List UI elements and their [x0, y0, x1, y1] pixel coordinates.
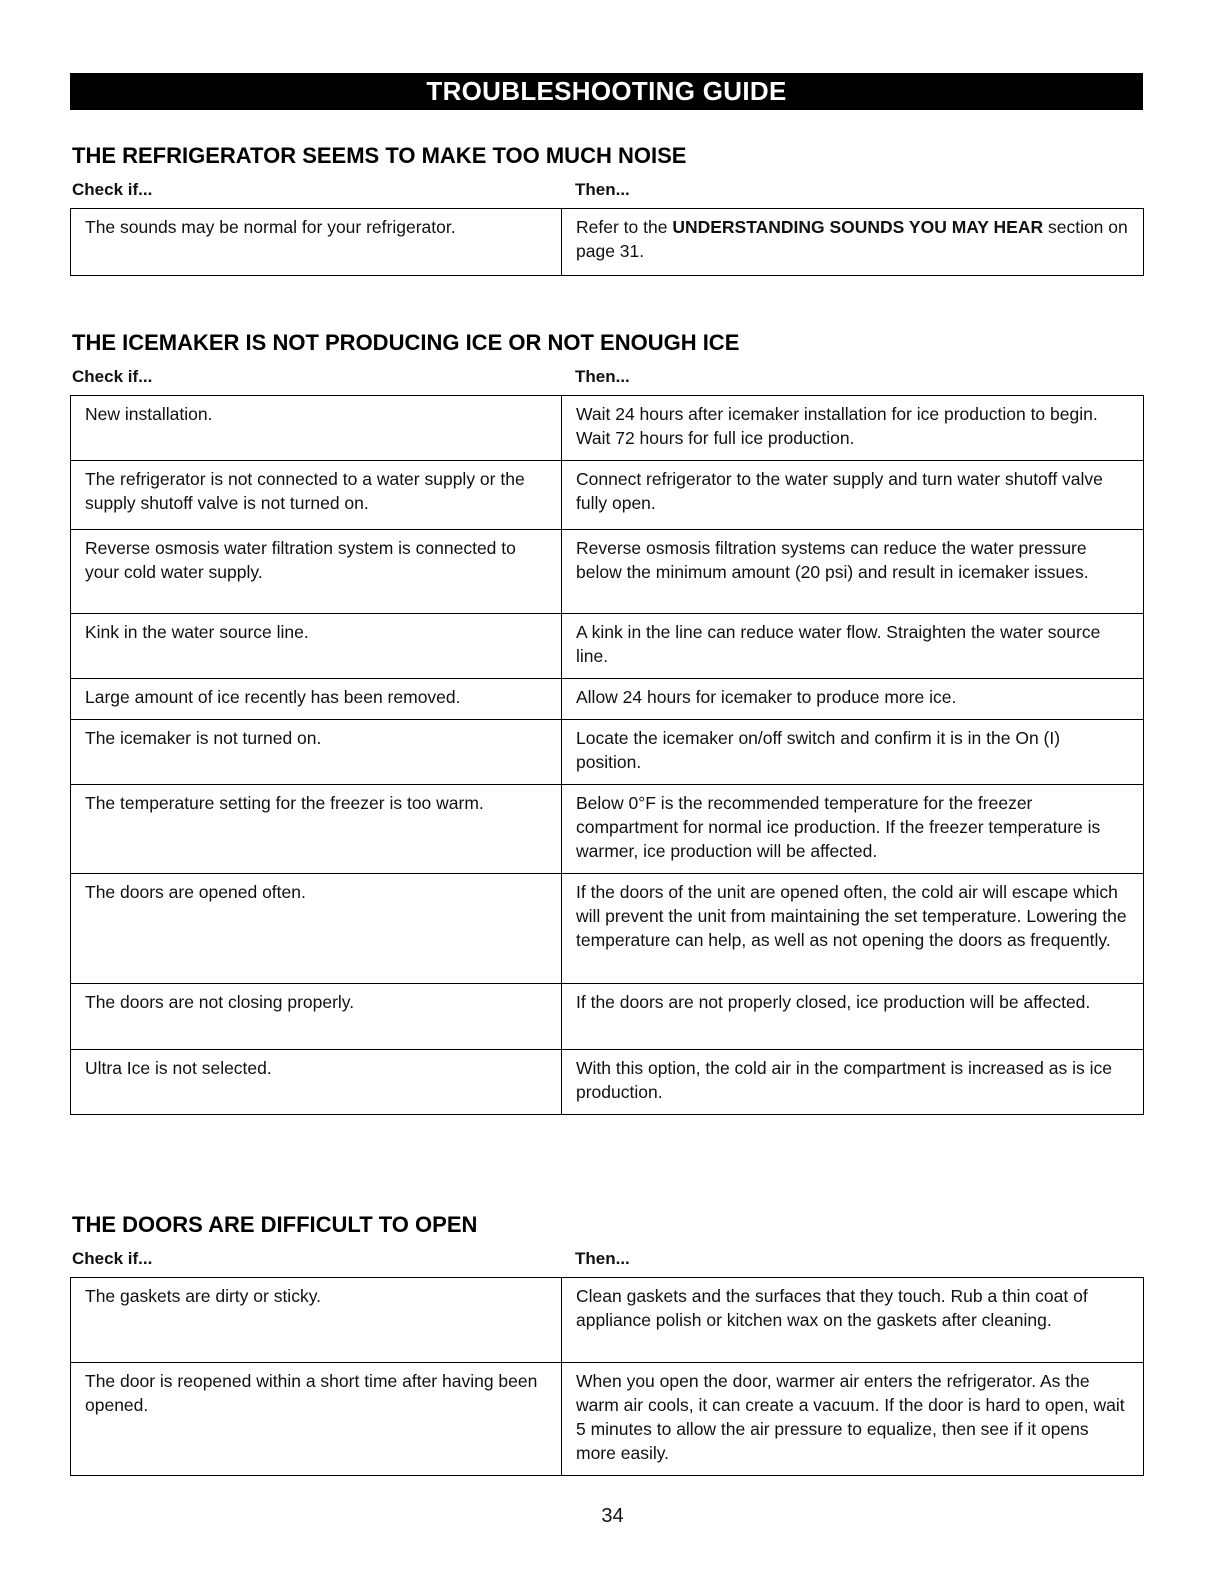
- check-if-header: Check if...: [72, 367, 153, 386]
- check-cell: The refrigerator is not connected to a water supply or the supply shutoff valve is not turned on.: [71, 461, 562, 530]
- then-cell: A kink in the line can reduce water flow. Straighten the water source line.: [562, 614, 1144, 679]
- then-cell: Locate the icemaker on/off switch and confirm it is in the On (I) position.: [562, 720, 1144, 785]
- table-row: [71, 874, 1144, 984]
- then-text-prefix: Refer to the: [576, 217, 673, 237]
- column-headers: [70, 180, 1143, 202]
- table-row: [71, 614, 1144, 679]
- then-cell: If the doors are not properly closed, ice production will be affected.: [562, 984, 1144, 1050]
- section-noise: [70, 143, 1143, 276]
- check-cell: Reverse osmosis water filtration system is connected to your cold water supply.: [71, 530, 562, 614]
- check-cell: The gaskets are dirty or sticky.: [71, 1278, 562, 1363]
- then-header: Then...: [575, 367, 630, 386]
- check-cell: The icemaker is not turned on.: [71, 720, 562, 785]
- check-cell: New installation.: [71, 396, 562, 461]
- page-banner-title: TROUBLESHOOTING GUIDE: [70, 73, 1143, 110]
- then-header: Then...: [575, 1249, 630, 1268]
- then-text-suffix: section on page 31.: [576, 217, 1128, 261]
- table-row: [71, 530, 1144, 614]
- check-cell: The door is reopened within a short time after having been opened.: [71, 1363, 562, 1476]
- then-text-bold-reference: UNDERSTANDING SOUNDS YOU MAY HEAR: [672, 217, 1044, 237]
- column-headers: [70, 367, 1143, 389]
- check-cell: The temperature setting for the freezer is too warm.: [71, 785, 562, 874]
- table-row: [71, 461, 1144, 530]
- section-title: THE DOORS ARE DIFFICULT TO OPEN: [72, 1212, 478, 1237]
- check-cell: Ultra Ice is not selected.: [71, 1050, 562, 1115]
- then-cell: [562, 209, 1144, 276]
- table-row: [71, 679, 1144, 720]
- section-icemaker: [70, 330, 1143, 1115]
- then-cell: If the doors of the unit are opened often, the cold air will escape which will prevent the unit from maintaining the set temperature. Lowering the temperature can help, as well as not opening the doors as frequently.: [562, 874, 1144, 984]
- then-cell: Connect refrigerator to the water supply and turn water shutoff valve fully open.: [562, 461, 1144, 530]
- section-doors: [70, 1212, 1143, 1476]
- check-cell: Large amount of ice recently has been removed.: [71, 679, 562, 720]
- then-cell: Wait 24 hours after icemaker installation for ice production to begin. Wait 72 hours for full ice production.: [562, 396, 1144, 461]
- table-row: [71, 720, 1144, 785]
- check-cell: The doors are not closing properly.: [71, 984, 562, 1050]
- then-cell: Reverse osmosis filtration systems can reduce the water pressure below the minimum amount (20 psi) and result in icemaker issues.: [562, 530, 1144, 614]
- troubleshooting-table: [70, 1277, 1144, 1476]
- table-row: [71, 209, 1144, 276]
- page-number: 34: [601, 1505, 624, 1527]
- then-cell: Clean gaskets and the surfaces that they touch. Rub a thin coat of appliance polish or kitchen wax on the gaskets after cleaning.: [562, 1278, 1144, 1363]
- troubleshooting-table: [70, 395, 1144, 1115]
- table-row: [71, 1050, 1144, 1115]
- check-cell: The doors are opened often.: [71, 874, 562, 984]
- check-if-header: Check if...: [72, 1249, 153, 1268]
- table-row: [71, 785, 1144, 874]
- table-row: [71, 1278, 1144, 1363]
- section-title: THE REFRIGERATOR SEEMS TO MAKE TOO MUCH NOISE: [72, 143, 687, 168]
- table-row: [71, 984, 1144, 1050]
- check-cell: Kink in the water source line.: [71, 614, 562, 679]
- column-headers: [70, 1249, 1143, 1271]
- table-row: [71, 396, 1144, 461]
- then-cell: Below 0°F is the recommended temperature for the freezer compartment for normal ice production. If the freezer temperature is warmer, ice production will be affected.: [562, 785, 1144, 874]
- section-title: THE ICEMAKER IS NOT PRODUCING ICE OR NOT ENOUGH ICE: [72, 330, 740, 355]
- then-cell: Allow 24 hours for icemaker to produce more ice.: [562, 679, 1144, 720]
- then-cell: With this option, the cold air in the compartment is increased as is ice production.: [562, 1050, 1144, 1115]
- then-cell: When you open the door, warmer air enters the refrigerator. As the warm air cools, it can create a vacuum. If the door is hard to open, wait 5 minutes to allow the air pressure to equalize, then see if it opens more easily.: [562, 1363, 1144, 1476]
- table-row: [71, 1363, 1144, 1476]
- troubleshooting-table: [70, 208, 1144, 276]
- check-cell: The sounds may be normal for your refrigerator.: [71, 209, 562, 276]
- check-if-header: Check if...: [72, 180, 153, 199]
- then-header: Then...: [575, 180, 630, 199]
